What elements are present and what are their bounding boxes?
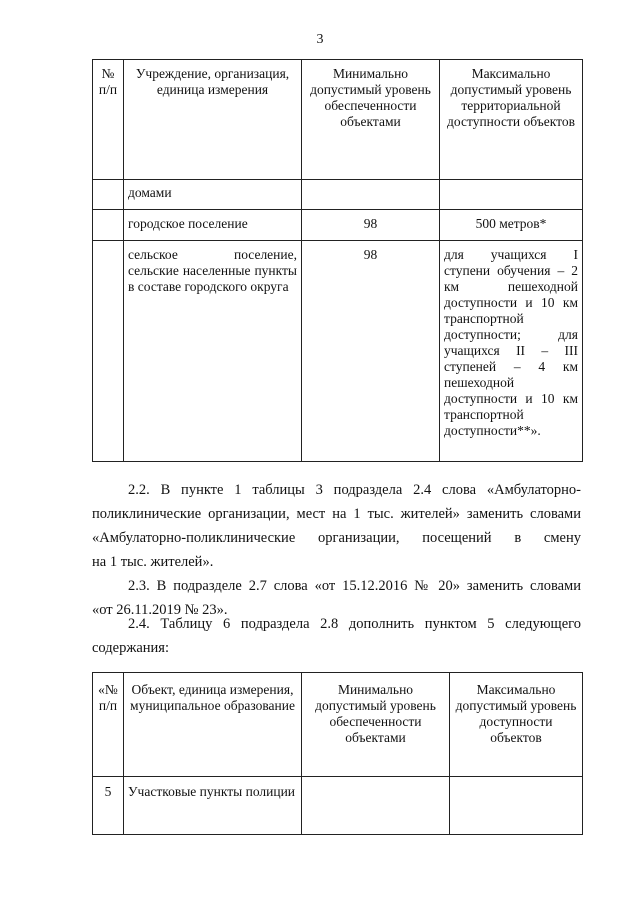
text-line: 2.3. В подразделе 2.7 слова «от 15.12.2016 № 20» заменить словами	[128, 578, 581, 594]
table-header-row	[93, 60, 583, 180]
header-institution: Учреждение, организация, единица измерения	[124, 60, 302, 180]
header-number: № п/п	[93, 60, 124, 180]
header-number: «№ п/п	[93, 673, 124, 777]
cell-name: городское поселение	[124, 210, 302, 241]
cell-max: 500 метров*	[440, 210, 583, 241]
text-line: «Амбулаторно-поликлинические организации, посещений в смену	[92, 530, 581, 546]
cell-name: Участковые пункты полиции	[124, 777, 302, 835]
cell-max	[440, 180, 583, 210]
cell-min	[302, 777, 450, 835]
page-number: 3	[316, 32, 324, 47]
cell-min: 98	[302, 210, 440, 241]
cell-min: 98	[302, 241, 440, 462]
table-header-row	[93, 673, 583, 777]
table-row	[93, 210, 583, 241]
text-line: содержания:	[92, 640, 170, 656]
police-table	[92, 672, 583, 835]
header-max-access: Максимально допустимый уровень территориальной доступности объектов	[440, 60, 583, 180]
cell-number	[93, 210, 124, 241]
cell-max	[450, 777, 583, 835]
header-object: Объект, единица измерения, муниципальное образование	[124, 673, 302, 777]
table-row	[93, 241, 583, 462]
header-max-access: Максимально допустимый уровень доступности объектов	[450, 673, 583, 777]
text-line: «от 26.11.2019 № 23».	[92, 602, 228, 618]
cell-name: домами	[124, 180, 302, 210]
header-min-level: Минимально допустимый уровень обеспеченности объектами	[302, 673, 450, 777]
cell-max: для учащихся I ступени обучения – 2 км пешеходной доступности и 10 км транспортной доступности; для учащихся II – III ступеней – 4 км пешеходной доступности и 10 км транспортной доступности**».	[440, 241, 583, 462]
norms-table	[92, 59, 583, 462]
cell-number: 5	[93, 777, 124, 835]
text-line: 2.4. Таблицу 6 подраздела 2.8 дополнить пунктом 5 следующего	[128, 616, 581, 632]
header-min-level: Минимально допустимый уровень обеспеченности объектами	[302, 60, 440, 180]
cell-number	[93, 241, 124, 462]
cell-number	[93, 180, 124, 210]
cell-min	[302, 180, 440, 210]
text-line: 2.2. В пункте 1 таблицы 3 подраздела 2.4 слова «Амбулаторно-	[128, 482, 581, 498]
paragraph-2-4	[92, 612, 581, 660]
table-row	[93, 777, 583, 835]
text-line: на 1 тыс. жителей».	[92, 554, 214, 570]
paragraph-2-2	[92, 478, 581, 574]
table-row	[93, 180, 583, 210]
cell-name: сельское поселение, сельские населенные пункты в составе городского округа	[124, 241, 302, 462]
text-line: поликлинические организации, мест на 1 тыс. жителей» заменить словами	[92, 506, 581, 522]
